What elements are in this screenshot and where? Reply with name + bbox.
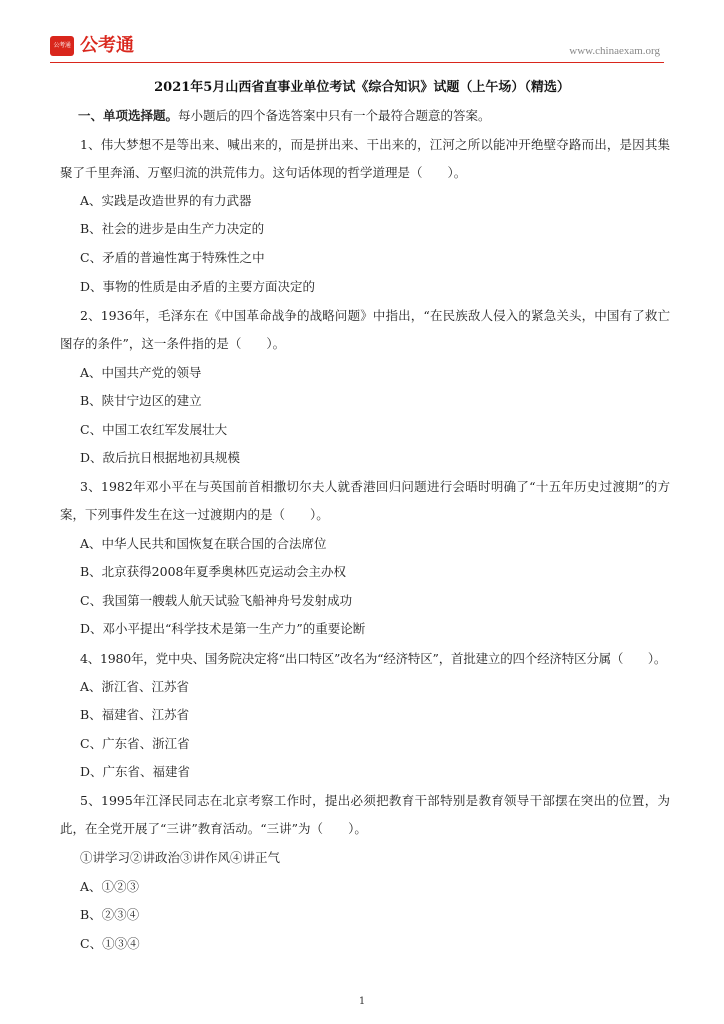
option-c: C、①③④ [80, 936, 140, 951]
question-stem: 1、伟大梦想不是等出来、喊出来的，而是拼出来、干出来的，江河之所以能冲开绝壁夺路而出，是因其集聚了千里奔涌、万壑归流的洪荒伟力。这句话体现的哲学道理是（ ）。 [60, 137, 670, 180]
header-divider [50, 62, 664, 63]
brand-name: 公考通 [80, 35, 134, 56]
option-a: A、中华人民共和国恢复在联合国的合法席位 [80, 536, 327, 551]
logo-badge-text: 公考通 [53, 42, 71, 49]
site-url: www.chinaexam.org [569, 45, 660, 57]
option-a: A、浙江省、江苏省 [80, 679, 190, 694]
section-heading-line [78, 107, 668, 125]
question-stem: 4、1980年，党中央、国务院决定将“出口特区”改名为“经济特区”，首批建立的四个经济特区分属（ ）。 [80, 651, 667, 666]
question-stem: 5、1995年江泽民同志在北京考察工作时，提出必须把教育干部特别是教育领导干部摆在突出的位置，为此，在全党开展了“三讲”教育活动。“三讲”为（ ）。 [60, 793, 670, 836]
question-stem: 2、1936年，毛泽东在《中国革命战争的战略问题》中指出，“在民族敌人侵入的紧急关头，中国有了救亡图存的条件”，这一条件指的是（ ）。 [60, 308, 670, 351]
logo-icon [50, 36, 74, 56]
option-c: C、广东省、浙江省 [80, 736, 190, 751]
document-title: 2021年5月山西省直事业单位考试《综合知识》试题（上午场）（精选） [154, 80, 570, 95]
page-number: 1 [358, 996, 366, 1007]
option-d: D、邓小平提出“科学技术是第一生产力”的重要论断 [80, 621, 366, 636]
question-stem: 3、1982年邓小平在与英国前首相撒切尔夫人就香港回归问题进行会晤时明确了“十五年历史过渡期”的方案，下列事件发生在这一过渡期内的是（ ）。 [60, 479, 670, 522]
section-instruction: 每小题后的四个备选答案中只有一个最符合题意的答案。 [178, 108, 491, 123]
page-header [50, 34, 664, 62]
sub-statements: ①讲学习②讲政治③讲作风④讲正气 [80, 850, 281, 865]
option-b: B、北京获得2008年夏季奥林匹克运动会主办权 [80, 564, 346, 579]
option-b: B、福建省、江苏省 [80, 707, 190, 722]
option-b: B、②③④ [80, 907, 140, 922]
option-a: A、中国共产党的领导 [80, 365, 202, 380]
option-a: A、①②③ [80, 879, 140, 894]
option-a: A、实践是改造世界的有力武器 [80, 193, 252, 208]
section-heading: 一、单项选择题。 [78, 108, 179, 123]
option-d: D、事物的性质是由矛盾的主要方面决定的 [80, 279, 316, 294]
option-c: C、中国工农红军发展壮大 [80, 422, 228, 437]
option-b: B、陕甘宁边区的建立 [80, 393, 202, 408]
option-c: C、我国第一艘载人航天试验飞船神舟号发射成功 [80, 593, 353, 608]
option-d: D、广东省、福建省 [80, 764, 191, 779]
option-c: C、矛盾的普遍性寓于特殊性之中 [80, 250, 265, 265]
option-d: D、敌后抗日根据地初具规模 [80, 450, 241, 465]
option-b: B、社会的进步是由生产力决定的 [80, 221, 265, 236]
